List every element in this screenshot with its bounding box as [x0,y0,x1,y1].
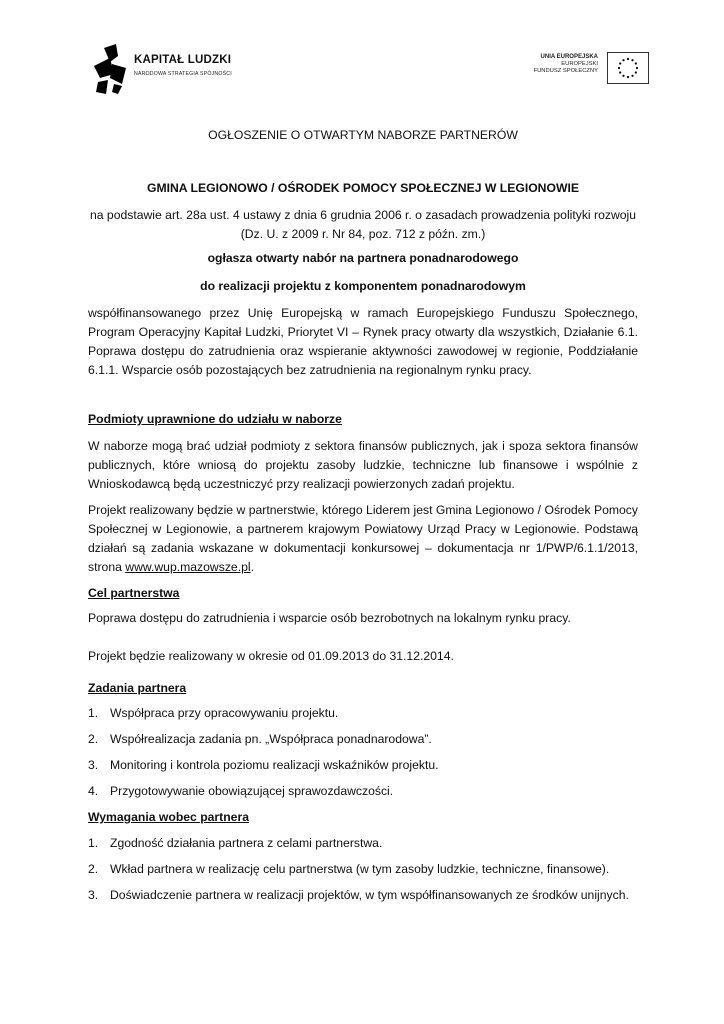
eu-line-1: UNIA EUROPEJSKA [540,54,598,60]
list-item-text: Współrealizacja zadania pn. „Współpraca ponadnarodowa”. [110,732,432,746]
section-heading-eligible: Podmioty uprawnione do udziału w naborze [88,412,342,426]
announcement-line: ogłasza otwarty nabór na partnera ponadnarodowego [207,251,519,265]
list-item-number: 3. [88,758,99,772]
list-item-text: Zgodność działania partnera z celami partnerstwa. [110,836,383,850]
eu-logo-text [526,54,598,75]
list-item [88,782,638,801]
list-item [88,886,638,905]
list-item [88,704,638,723]
section-heading-goal: Cel partnerstwa [88,586,180,600]
eligible-paragraph-2-end: . [250,560,254,574]
list-item-number: 2. [88,862,99,876]
list-item-number: 1. [88,836,99,850]
list-item [88,756,638,775]
eligible-paragraph-2-text: Projekt realizowany będzie w partnerstwie, którego Liderem jest Gmina Legionowo / Ośrodek Pomocy Społecznej w Legionowie, a partnerem krajowym Powiatowy Urząd Pracy w Legionowie. Podstawą działań są zadania wskazane w dokumentacji konkursowej – dokumentacja nr 1/PWP/6.1.1/2013, strona [88,503,638,574]
eu-line-2: EUROPEJSKI [561,61,598,67]
list-item-text: Doświadczenie partnera w realizacji projektów, w tym współfinansowanych ze środków unijnych. [110,888,629,902]
list-item [88,860,638,879]
list-item-number: 4. [88,784,99,798]
purpose-line: do realizacji projektu z komponentem ponadnarodowym [200,279,526,293]
list-item-text: Współpraca przy opracowywaniu projektu. [110,706,339,720]
list-item [88,834,638,853]
list-item [88,730,638,749]
kapital-ludzki-subtitle: NARODOWA STRATEGIA SPÓJNOŚCI [134,71,232,77]
eu-logo [522,50,652,88]
kapital-ludzki-title: KAPITAŁ LUDZKI [134,54,232,66]
eu-line-3: FUNDUSZ SPOŁECZNY [533,68,598,74]
section-heading-requirements: Wymagania wobec partnera [88,810,249,824]
list-item-number: 3. [88,888,99,902]
requirements-list [88,834,638,905]
list-item-text: Wkład partnera w realizację celu partnerstwa (w tym zasoby ludzkie, techniczne, finansowe). [110,862,610,876]
wup-link[interactable]: www.wup.mazowsze.pl [125,560,251,574]
goal-paragraph: Poprawa dostępu do zatrudnienia i wsparcie osób bezrobotnych na lokalnym rynku pracy. [88,611,571,625]
project-period: Projekt będzie realizowany w okresie od 01.09.2013 do 31.12.2014. [88,649,454,663]
list-item-number: 2. [88,732,99,746]
legal-basis: na podstawie art. 28a ust. 4 ustawy z dnia 6 grudnia 2006 r. o zasadach prowadzenia polityki rozwoju (Dz. U. z 2009 r. Nr 84, poz. 712 z późn. zm.) [89,208,637,241]
tasks-list [88,704,638,801]
eu-flag-icon [607,52,649,84]
section-heading-tasks: Zadania partnera [88,681,187,695]
list-item-text: Przygotowywanie obowiązującej sprawozdawczości. [110,784,394,798]
document-title: OGŁOSZENIE O OTWARTYM NABORZE PARTNERÓW [208,128,518,142]
kapital-ludzki-logo [92,44,252,94]
eligible-paragraph-1: W naborze mogą brać udział podmioty z sektora finansów publicznych, jak i spoza sektora finansów publicznych, które wniosą do projektu zasoby ludzkie, techniczne lub finansowe i wspólnie z Wnioskodawcą będą uczestniczyć przy realizacji powierzonych zadań projektu. [88,439,638,491]
list-item-number: 1. [88,706,99,720]
eligible-paragraph-2 [88,501,638,577]
list-item-text: Monitoring i kontrola poziomu realizacji wskaźników projektu. [110,758,439,772]
kapital-ludzki-emblem-icon [92,44,130,94]
issuer-heading: GMINA LEGIONOWO / OŚRODEK POMOCY SPOŁECZNEJ W LEGIONOWIE [146,181,579,195]
cofinancing-paragraph: współfinansowanego przez Unię Europejską w ramach Europejskiego Funduszu Społecznego, Program Operacyjny Kapitał Ludzki, Priorytet VI – Rynek pracy otwarty dla wszystkich, Działanie 6.1. Poprawa dostępu do zatrudnienia oraz wspieranie aktywności zawodowej w regionie, Poddziałanie 6.1.1. Wsparcie osób pozostających bez zatrudnienia na regionalnym rynku pracy. [88,306,638,377]
